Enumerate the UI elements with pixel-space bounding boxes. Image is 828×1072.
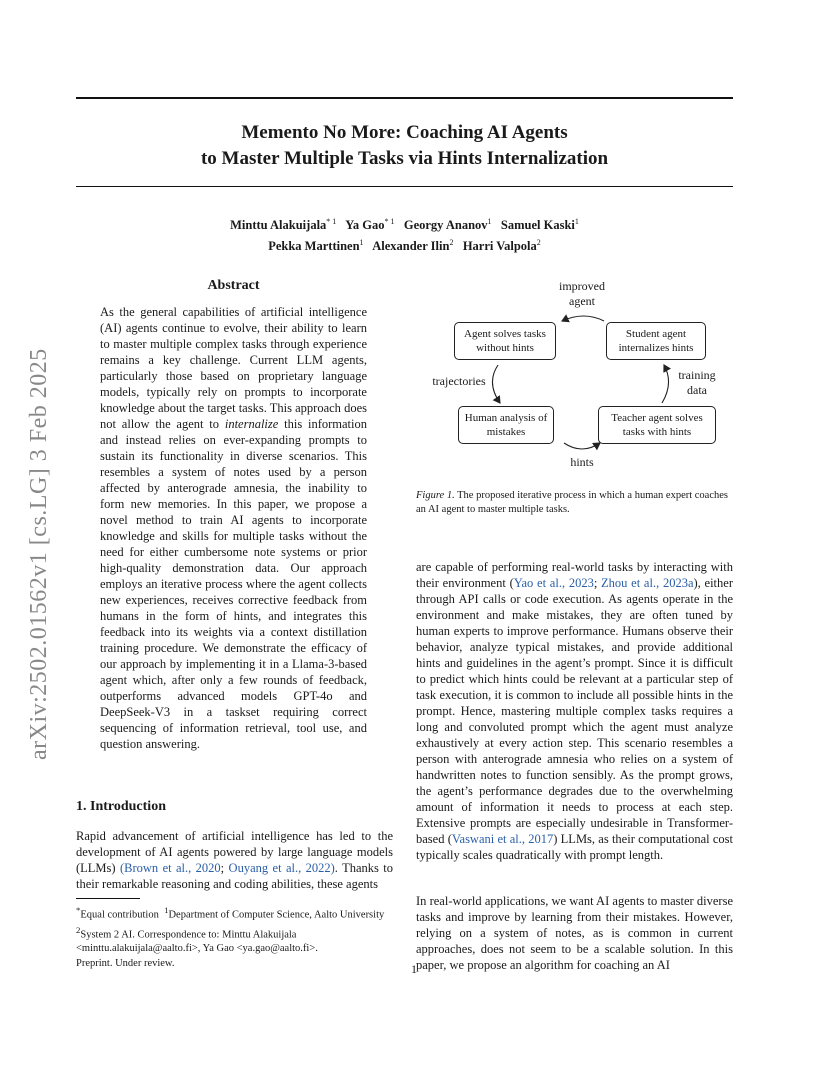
abstract-part-2: this information and instead relies on ever-expanding prompts to sustain its functionality in diverse scenarios. This resembles a system of notes used by a person affected by anterograde amnesia, the inability to form new memories. In this paper, we propose a novel method to train AI agents to incorporate knowledge and skills for multiple tasks without the need for either cumbersome note systems or prior high-quality demonstration data. Our approach employs an iterative process where the agent collects new experiences, receives corrective feedback from humans in the form of hints, and integrates this feedback into its weights via a context distillation training procedure. We demonstrate the efficacy of our approach by implementing it in a Llama-3-based agent which, after only a few rounds of feedback, outperforms advanced models GPT-4o and DeepSeek-V3 in a taskset requiring correct sequencing of information retrieval, tool use, and question answering.: [100, 417, 367, 751]
node-agent-solves: Agent solves tasks without hints: [454, 322, 556, 360]
author-affil: 1: [574, 217, 579, 226]
label-trajectories: trajectories: [432, 374, 486, 388]
figure-diagram: [416, 275, 736, 475]
abstract-part-1: As the general capabilities of artificial intelligence (AI) agents continue to evolve, their ability to learn to master multiple complex tasks through experience remains a key challenge. Current LLM agents, particularly those based on proprietary language models, typically rely on prompts to incorporate knowledge about the target tasks. This approach does not allow the agent to: [100, 305, 367, 431]
author-affil: 2: [449, 238, 454, 248]
citation-link[interactable]: Vaswani et al., 2017: [451, 832, 554, 846]
intro-text: ;: [220, 861, 229, 875]
author-affil: 1: [359, 238, 364, 248]
citation-link[interactable]: Yao et al., 2023: [513, 576, 594, 590]
footnote: [76, 903, 393, 956]
author-name: Georgy Ananov: [403, 218, 488, 233]
label-improved-agent: improved agent: [559, 279, 605, 308]
author-affil: * 1: [384, 217, 395, 226]
citation-link[interactable]: Ouyang et al., 2022): [228, 861, 335, 875]
footnote-text: System 2 AI. Correspondence to: Minttu Alakuijala <minttu.alakuijala@aalto.fi>, Ya Gao <ya.gao@aalto.fi>.: [76, 929, 318, 954]
footnote-text: Equal contribution: [80, 909, 159, 921]
caption-text: The proposed iterative process in which a human expert coaches an AI agent to master multiple tasks.: [416, 490, 728, 515]
node-student-agent: Student agent internalizes hints: [606, 322, 706, 360]
arrow-hints: [564, 443, 600, 449]
footnote-mark: 1: [164, 905, 169, 915]
author-name: Alexander Ilin: [372, 239, 450, 254]
abstract-heading: Abstract: [207, 278, 260, 293]
footnote-text: Department of Computer Science, Aalto University: [168, 909, 385, 921]
author-list: [76, 213, 733, 255]
intro-paragraph: [76, 828, 393, 892]
body-text: ) LLMs, as their computational cost typically scales quadratically with prompt length.: [416, 832, 733, 862]
arxiv-stamp: arXiv:2502.01562v1 [cs.LG] 3 Feb 2025: [26, 348, 52, 760]
author-name: Harri Valpola: [462, 239, 537, 254]
arrow-training: [662, 365, 669, 403]
section-heading-introduction: 1. Introduction: [76, 799, 166, 814]
citation-link[interactable]: (Brown et al., 2020: [119, 861, 221, 875]
author-name: Samuel Kaski: [500, 218, 575, 233]
author-name: Ya Gao: [345, 218, 385, 233]
intro-text: Rapid advancement of artificial intelligence has led to the development of AI agents powered by large language models (LLMs): [76, 829, 393, 875]
author-line-1: [76, 213, 733, 234]
citation-link[interactable]: Zhou et al., 2023a: [601, 576, 694, 590]
title-rule-top: [76, 97, 733, 99]
figure-caption: [416, 489, 736, 517]
label-training-data: training data: [678, 368, 716, 397]
preprint-notice: Preprint. Under review.: [76, 958, 175, 969]
arrow-improved: [562, 316, 604, 321]
title-line-2: to Master Multiple Tasks via Hints Internalization: [200, 148, 609, 169]
author-affil: 1: [487, 217, 492, 226]
page-number: 1: [411, 962, 417, 976]
node-human-analysis: Human analysis of mistakes: [458, 406, 554, 444]
author-affil: 2: [536, 238, 541, 248]
paper-title: [76, 120, 733, 172]
label-hints: hints: [570, 455, 594, 469]
footnote-mark: *: [76, 905, 81, 915]
author-affil: * 1: [326, 217, 337, 226]
author-name: Minttu Alakuijala: [230, 218, 327, 233]
body-text: ), either through API calls or code execution. As agents operate in the environment and make mistakes, they are often tuned by human experts to improve performance. Humans observe their behavior, analyze typical mistakes, and provide additional hints and guidelines in the agent’s prompt. Since it is difficult to predict which hints could be relevant at a particular step of task execution, it is common to include all possible hints in the prompt. Hence, mastering multiple complex tasks requires a long and convoluted prompt which the agent must analyze exhaustively at every action step. This scenario resembles a person with anterograde amnesia who relies on a system of handwritten notes to function sensibly. As the prompt grows, the agent’s performance degrades due to the overwhelming amount of information it needs to process at each step. Extensive prompts are especially undesirable in Transformer-based (: [416, 576, 733, 846]
intro-paragraph-continued: [416, 559, 733, 863]
body-text: are capable of performing real-world tasks by interacting with their environment (: [416, 560, 733, 590]
footnote-mark: 2: [76, 924, 81, 935]
body-text: ;: [593, 576, 602, 590]
figure-label: Figure 1.: [416, 490, 455, 501]
abstract-emphasis: internalize: [224, 417, 279, 431]
abstract-text: [100, 304, 367, 752]
author-name: Pekka Marttinen: [268, 239, 360, 254]
title-line-1: Memento No More: Coaching AI Agents: [241, 122, 568, 143]
intro-text: . Thanks to their remarkable reasoning and coding abilities, these agents: [76, 861, 394, 891]
intro-paragraph-2: In real-world applications, we want AI agents to master diverse tasks and improve by learning from their mistakes. However, relying on a system of notes, as is common in current approaches, does not seem to be a scalable solution. In this paper, we propose an algorithm for coaching an AI: [416, 894, 733, 972]
author-line-2: [76, 234, 733, 255]
footnote-rule: [76, 898, 140, 899]
title-rule-bottom: [76, 186, 733, 187]
node-teacher-agent: Teacher agent solves tasks with hints: [598, 406, 716, 444]
